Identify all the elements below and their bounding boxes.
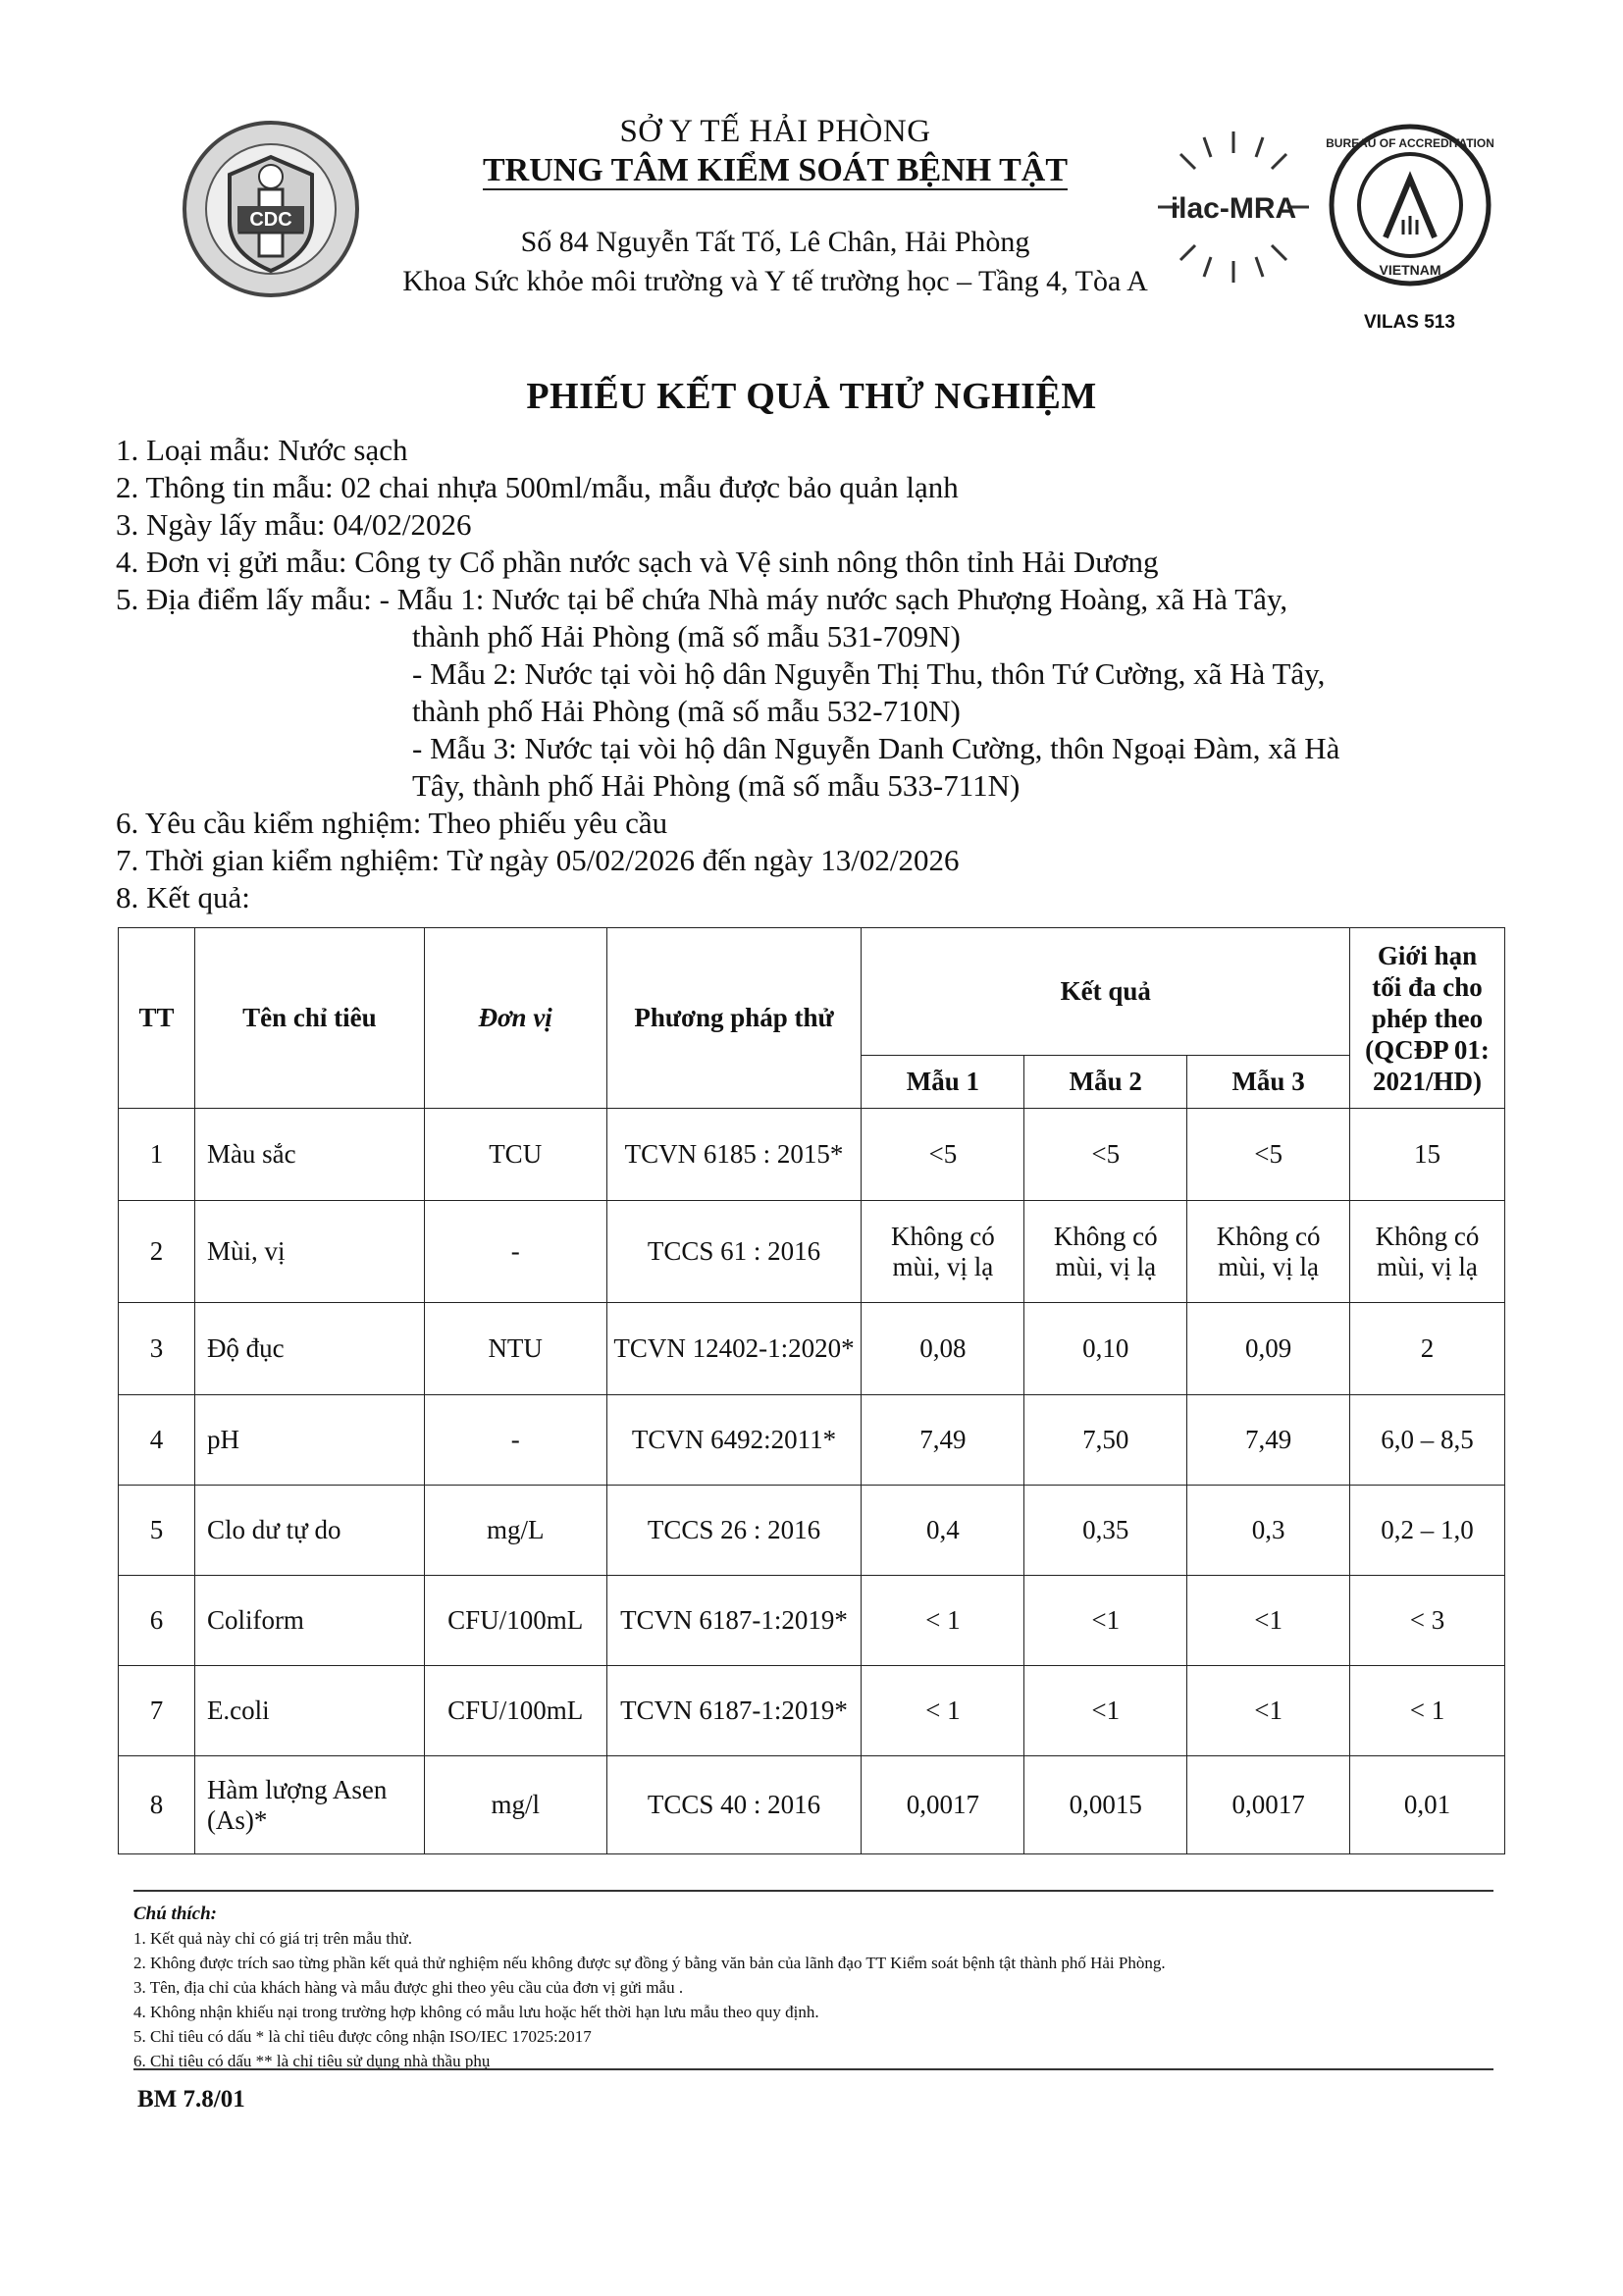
col-header-name: Tên chỉ tiêu — [194, 928, 424, 1109]
cell-name: Màu sắc — [194, 1109, 424, 1201]
col-header-sample-2: Mẫu 2 — [1024, 1056, 1187, 1109]
cdc-logo — [183, 106, 359, 341]
cell-sample-3: <1 — [1187, 1666, 1350, 1756]
boa-vietnam-text: VIETNAM — [1379, 262, 1441, 278]
cell-tt: 4 — [119, 1395, 195, 1486]
cell-sample-2: 0,35 — [1024, 1486, 1187, 1576]
cell-sample-2: 7,50 — [1024, 1395, 1187, 1486]
col-header-result: Kết quả — [862, 928, 1350, 1056]
cell-limit: Không có mùi, vị lạ — [1350, 1201, 1505, 1303]
limit-header-line: phép theo — [1371, 1003, 1484, 1033]
note-item: 4. Không nhận khiếu nại trong trường hợp không có mẫu lưu hoặc hết thời hạn lưu mẫu theo quy định. — [133, 2003, 819, 2021]
cell-unit: CFU/100mL — [424, 1666, 606, 1756]
limit-header-line: 2021/HD) — [1373, 1066, 1482, 1096]
cell-sample-1: 0,4 — [862, 1486, 1024, 1576]
cell-tt: 7 — [119, 1666, 195, 1756]
cell-sample-2: <1 — [1024, 1576, 1187, 1666]
note-item: 6. Chỉ tiêu có dấu ** là chỉ tiêu sử dụng nhà thầu phụ — [133, 2052, 491, 2070]
address-line-1: Số 84 Nguyễn Tất Tố, Lê Chân, Hải Phòng — [520, 226, 1030, 258]
info-sample-type: 1. Loại mẫu: Nước sạch — [116, 433, 408, 467]
cell-limit: < 3 — [1350, 1576, 1505, 1666]
note-item: 1. Kết quả này chỉ có giá trị trên mẫu thử. — [133, 1929, 412, 1948]
info-test-request: 6. Yêu cầu kiểm nghiệm: Theo phiếu yêu cầu — [116, 806, 668, 840]
cell-method: TCVN 6492:2011* — [606, 1395, 862, 1486]
notes-top-divider — [133, 1890, 1493, 1892]
note-item: 3. Tên, địa chỉ của khách hàng và mẫu được ghi theo yêu cầu của đơn vị gửi mẫu . — [133, 1978, 684, 1997]
cell-name: Độ đục — [194, 1303, 424, 1395]
cell-sample-2: 0,0015 — [1024, 1756, 1187, 1854]
table-row — [119, 1486, 1505, 1576]
table-row — [119, 1395, 1505, 1486]
col-header-limit — [1350, 928, 1505, 1109]
cell-sample-1: 0,08 — [862, 1303, 1024, 1395]
cell-sample-1: 7,49 — [862, 1395, 1024, 1486]
table-row — [119, 1756, 1505, 1854]
cell-tt: 3 — [119, 1303, 195, 1395]
cell-unit: NTU — [424, 1303, 606, 1395]
cell-sample-2: <5 — [1024, 1109, 1187, 1201]
cell-tt: 8 — [119, 1756, 195, 1854]
limit-header-line: tối đa cho — [1372, 971, 1483, 1002]
cell-tt: 2 — [119, 1201, 195, 1303]
cell-sample-1: < 1 — [862, 1576, 1024, 1666]
cell-tt: 1 — [119, 1109, 195, 1201]
cell-method: TCCS 61 : 2016 — [606, 1201, 862, 1303]
cell-sample-1: 0,0017 — [862, 1756, 1024, 1854]
info-results-label: 8. Kết quả: — [116, 880, 250, 914]
cell-unit: - — [424, 1395, 606, 1486]
cell-method: TCCS 26 : 2016 — [606, 1486, 862, 1576]
cell-unit: TCU — [424, 1109, 606, 1201]
cell-sample-3: <5 — [1187, 1109, 1350, 1201]
cell-unit: - — [424, 1201, 606, 1303]
limit-header-line: (QCĐP 01: — [1365, 1034, 1490, 1065]
cell-sample-3: Không có mùi, vị lạ — [1187, 1201, 1350, 1303]
boa-logo — [1327, 122, 1493, 288]
table-row — [119, 1303, 1505, 1395]
table-row — [119, 1201, 1505, 1303]
address-line-2: Khoa Sức khỏe môi trường và Y tế trường học – Tầng 4, Tòa A — [402, 265, 1148, 297]
sample-info — [116, 432, 1490, 916]
info-test-period: 7. Thời gian kiểm nghiệm: Từ ngày 05/02/2026 đến ngày 13/02/2026 — [116, 843, 960, 877]
cell-limit: 15 — [1350, 1109, 1505, 1201]
cdc-logo-text: CDC — [249, 209, 292, 231]
ministry-name: SỞ Y TẾ HẢI PHÒNG — [619, 114, 931, 149]
info-location-1: 5. Địa điểm lấy mẫu: - Mẫu 1: Nước tại bể chứa Nhà máy nước sạch Phượng Hoàng, xã Hà Tây, — [116, 582, 1288, 616]
cell-method: TCVN 6187-1:2019* — [606, 1576, 862, 1666]
cell-limit: < 1 — [1350, 1666, 1505, 1756]
cell-limit: 0,01 — [1350, 1756, 1505, 1854]
limit-header-line: Giới hạn — [1377, 940, 1478, 970]
cell-sample-3: <1 — [1187, 1576, 1350, 1666]
cell-limit: 2 — [1350, 1303, 1505, 1395]
cell-name: Clo dư tự do — [194, 1486, 424, 1576]
cell-tt: 6 — [119, 1576, 195, 1666]
cell-method: TCVN 6185 : 2015* — [606, 1109, 862, 1201]
cell-name: Hàm lượng Asen (As)* — [194, 1756, 424, 1854]
cell-sample-3: 0,0017 — [1187, 1756, 1350, 1854]
ilac-mra-logo — [1150, 124, 1317, 290]
col-header-sample-1: Mẫu 1 — [862, 1056, 1024, 1109]
info-sampling-date: 3. Ngày lấy mẫu: 04/02/2026 — [116, 507, 472, 542]
cell-unit: mg/l — [424, 1756, 606, 1854]
cell-method: TCVN 6187-1:2019* — [606, 1666, 862, 1756]
cell-name: Coliform — [194, 1576, 424, 1666]
cell-limit: 6,0 – 8,5 — [1350, 1395, 1505, 1486]
note-item: 2. Không được trích sao từng phần kết quả thử nghiệm nếu không được sự đồng ý bằng văn bản của lãnh đạo TT Kiểm soát bệnh tật thành phố Hải Phòng. — [133, 1954, 1166, 1972]
notes-title: Chú thích: — [133, 1904, 218, 1924]
cell-sample-3: 0,09 — [1187, 1303, 1350, 1395]
cell-limit: 0,2 – 1,0 — [1350, 1486, 1505, 1576]
center-name: TRUNG TÂM KIỂM SOÁT BỆNH TẬT — [482, 152, 1069, 188]
cell-sample-1: < 1 — [862, 1666, 1024, 1756]
cell-tt: 5 — [119, 1486, 195, 1576]
notes-section — [133, 1902, 1429, 2073]
info-location-2-cont: thành phố Hải Phòng (mã số mẫu 532-710N) — [412, 694, 961, 728]
cell-sample-2: <1 — [1024, 1666, 1187, 1756]
ilac-text: ilac-MRA — [1170, 192, 1297, 225]
cell-method: TCCS 40 : 2016 — [606, 1756, 862, 1854]
info-location-3: - Mẫu 3: Nước tại vòi hộ dân Nguyễn Danh Cường, thôn Ngoại Đàm, xã Hà — [412, 731, 1340, 765]
cell-unit: mg/L — [424, 1486, 606, 1576]
note-item: 5. Chỉ tiêu có dấu * là chỉ tiêu được công nhận ISO/IEC 17025:2017 — [133, 2027, 592, 2046]
notes-bottom-divider — [133, 2068, 1493, 2070]
cell-sample-3: 0,3 — [1187, 1486, 1350, 1576]
cell-name: E.coli — [194, 1666, 424, 1756]
info-location-3-cont: Tây, thành phố Hải Phòng (mã số mẫu 533-711N) — [412, 768, 1021, 803]
cell-name: Mùi, vị — [194, 1201, 424, 1303]
cell-sample-3: 7,49 — [1187, 1395, 1350, 1486]
document-title: PHIẾU KẾT QUẢ THỬ NGHIỆM — [526, 376, 1097, 417]
header-block — [373, 108, 1178, 301]
boa-text: BUREAU OF ACCREDITATION — [1327, 136, 1493, 150]
vilas-code: VILAS 513 — [1364, 312, 1455, 333]
table-row — [119, 1576, 1505, 1666]
cell-sample-2: Không có mùi, vị lạ — [1024, 1201, 1187, 1303]
col-header-method: Phương pháp thử — [606, 928, 862, 1109]
info-location-2: - Mẫu 2: Nước tại vòi hộ dân Nguyễn Thị Thu, thôn Tứ Cường, xã Hà Tây, — [412, 656, 1326, 691]
col-header-sample-3: Mẫu 3 — [1187, 1056, 1350, 1109]
info-sender: 4. Đơn vị gửi mẫu: Công ty Cổ phần nước sạch và Vệ sinh nông thôn tỉnh Hải Dương — [116, 545, 1159, 579]
col-header-tt: TT — [119, 928, 195, 1109]
cell-sample-1: <5 — [862, 1109, 1024, 1201]
cell-method: TCVN 12402-1:2020* — [606, 1303, 862, 1395]
cell-sample-2: 0,10 — [1024, 1303, 1187, 1395]
cell-unit: CFU/100mL — [424, 1576, 606, 1666]
col-header-unit: Đơn vị — [424, 928, 606, 1109]
table-row — [119, 1109, 1505, 1201]
results-table — [118, 927, 1505, 1854]
cell-sample-1: Không có mùi, vị lạ — [862, 1201, 1024, 1303]
table-row — [119, 1666, 1505, 1756]
info-location-1-cont: thành phố Hải Phòng (mã số mẫu 531-709N) — [412, 619, 961, 653]
info-sample-details: 2. Thông tin mẫu: 02 chai nhựa 500ml/mẫu, mẫu được bảo quản lạnh — [116, 470, 959, 504]
cell-name: pH — [194, 1395, 424, 1486]
form-code: BM 7.8/01 — [137, 2086, 245, 2113]
